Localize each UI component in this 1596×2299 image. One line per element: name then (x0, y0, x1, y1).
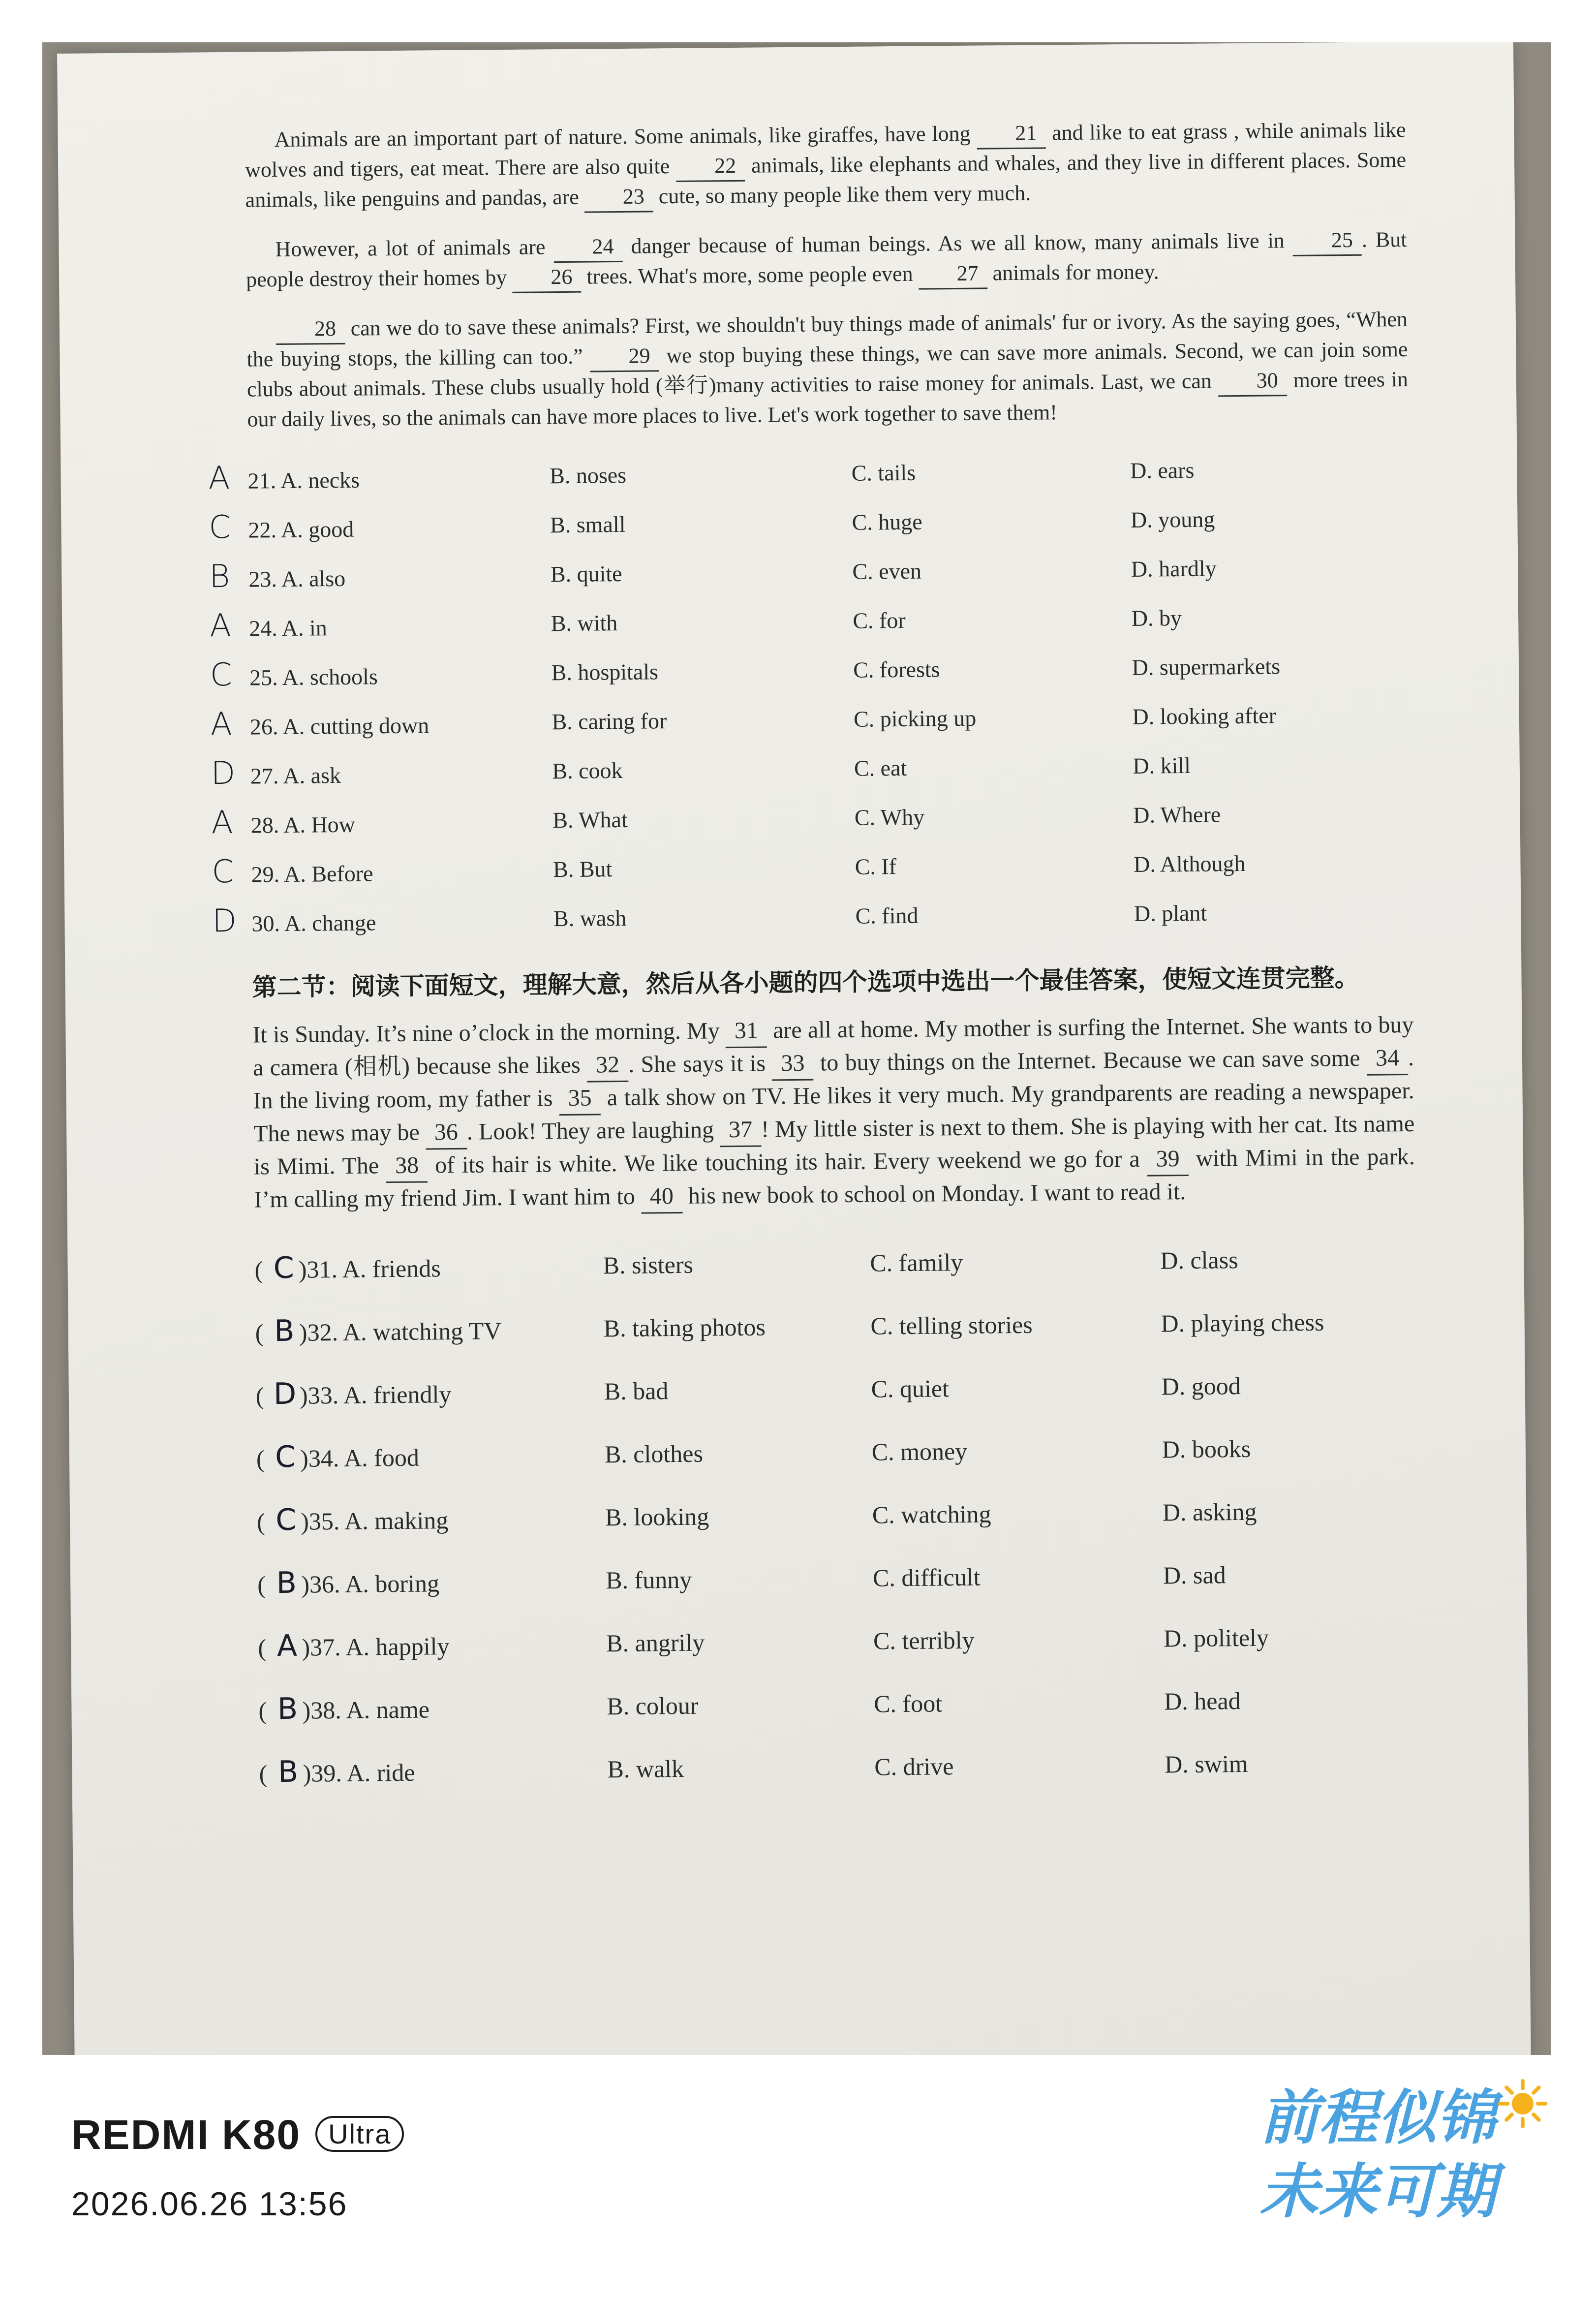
option-c (874, 1733, 1165, 1798)
answer-bracket: ( (255, 1319, 270, 1347)
passage2-paragraph: It is Sunday. It’s nine o’clock in the morning. My 31 are all at home. My mother is surfing the Internet. She wants to buy a camera (相机) because she likes 32 . She says it is 33 to buy things on the Internet. Because we can save some 34 . In the living room, my father is 35 a talk show on TV. He likes it very much. My grandparents are reading a newspaper. The news may be 36 . Look! They are laughing 37 ! My little sister is next to them. She is playing with her cat. Its name is Mimi. The 38 of its hair is white. We like touching its hair. Every weekend we go for a 39 with Mimi in the park. I’m calling my friend Jim. I want him to 40 his new book to school on Monday. I want to read it. (252, 1009, 1415, 1217)
option-text: C. Why (854, 804, 925, 830)
option-text: B. clothes (604, 1439, 704, 1468)
question-number: )32. (299, 1318, 338, 1346)
answer-bracket: ( (255, 1382, 271, 1410)
blank-27: 27 (918, 259, 987, 289)
option-c (854, 741, 1133, 793)
option-b (604, 1421, 872, 1486)
option-c (853, 593, 1132, 645)
option-c (874, 1670, 1165, 1735)
option-text: C. even (852, 558, 922, 584)
option-a (208, 451, 550, 502)
option-d (1161, 1290, 1416, 1355)
option-text: A. How (283, 811, 356, 838)
option-text: D. by (1131, 605, 1182, 631)
blank-21: 21 (977, 119, 1046, 149)
option-d (1132, 689, 1411, 741)
questions-21-30 (208, 443, 1413, 946)
handwritten-answer: D (212, 902, 237, 940)
answer-bracket: ( (258, 1634, 273, 1662)
option-text: B. bad (604, 1377, 669, 1405)
option-text: C. difficult (872, 1563, 981, 1592)
option-text: A. ride (346, 1758, 415, 1787)
blank-37: 37 (720, 1114, 762, 1148)
question-number: 29. (251, 862, 280, 887)
option-a (211, 795, 552, 847)
option-c (852, 544, 1131, 596)
option-b (604, 1358, 871, 1423)
option-text: D. ears (1130, 457, 1195, 483)
option-a (209, 500, 550, 552)
sun-icon (1496, 2077, 1550, 2131)
option-b (552, 694, 854, 746)
option-text: C. family (870, 1248, 963, 1277)
option-d (1132, 640, 1411, 692)
option-b (550, 448, 852, 500)
option-text: B. noses (549, 462, 627, 488)
question-number: 25. (249, 665, 278, 690)
question-number: 28. (250, 812, 279, 838)
option-text: C. quiet (871, 1374, 950, 1403)
question-number: )33. (299, 1381, 339, 1409)
option-text: A. watching TV (342, 1317, 502, 1346)
option-text: A. happily (345, 1632, 450, 1661)
handwritten-answer: C (209, 509, 231, 546)
question-row (258, 1668, 1420, 1741)
option-a (254, 1234, 603, 1300)
option-d (1131, 591, 1410, 643)
option-text: A. friendly (343, 1380, 452, 1409)
handwritten-answer: C (210, 656, 233, 694)
option-c (855, 889, 1134, 940)
blank-26: 26 (512, 263, 582, 293)
question-row (257, 1542, 1419, 1615)
answer-bracket: ( (256, 1445, 271, 1473)
option-text: B. What (552, 807, 628, 833)
answer-bracket: ( (257, 1571, 272, 1599)
question-row (255, 1353, 1417, 1426)
blank-31: 31 (726, 1015, 767, 1048)
option-text: C. terribly (873, 1626, 975, 1655)
option-a (210, 648, 552, 699)
option-d (1163, 1605, 1419, 1670)
option-text: C. forests (853, 656, 940, 683)
option-text: B. looking (605, 1502, 709, 1531)
question-row (256, 1416, 1417, 1489)
question-row (258, 1605, 1419, 1678)
blank-23: 23 (584, 182, 654, 213)
question-number: )35. (301, 1507, 340, 1535)
option-a (256, 1423, 605, 1489)
option-d (1131, 493, 1410, 544)
option-b (551, 645, 853, 697)
answer-bracket: ( (256, 1508, 272, 1536)
option-d (1133, 788, 1412, 839)
handwritten-answer: C (212, 853, 234, 891)
question-number: )31. (298, 1255, 338, 1283)
option-text: D. looking after (1132, 702, 1277, 729)
blank-32: 32 (587, 1049, 629, 1083)
option-text: C. If (855, 853, 897, 879)
handwritten-answer: D (211, 755, 236, 792)
passage1-paragraph-3: 28 can we do to save these animals? First, we shouldn't buy things made of animals' fur or ivory. As the saying goes, “When the buying stops, the killing can too.” 29 we stop buying these things, we can save more animals. Second, we can join some clubs about animals. These clubs usually hold (举行)many activities to raise money for animals. Last, we can 30 more trees in our daily lives, so the animals can have more places to live. Let's work together to save them! (246, 307, 1409, 432)
handwritten-answer: A (210, 706, 233, 743)
option-c (855, 839, 1134, 891)
option-text: C. find (855, 902, 919, 929)
option-text: D. swim (1165, 1749, 1248, 1778)
question-row (257, 1479, 1418, 1552)
blank-40: 40 (641, 1181, 683, 1214)
option-text: B. sisters (603, 1250, 694, 1279)
option-text: D. Where (1133, 801, 1221, 828)
option-text: B. walk (607, 1754, 684, 1783)
option-b (606, 1547, 873, 1612)
option-d (1134, 837, 1412, 889)
question-number: )36. (301, 1570, 340, 1598)
question-number: )37. (302, 1633, 341, 1661)
blank-34: 34 (1367, 1042, 1409, 1076)
option-a (258, 1675, 607, 1740)
camera-brand-watermark: REDMI K80 Ultra (71, 2111, 404, 2159)
option-text: C. telling stories (870, 1310, 1033, 1340)
option-text: B. small (550, 511, 626, 537)
option-text: D. books (1162, 1434, 1251, 1463)
option-b (603, 1232, 870, 1297)
option-c (872, 1481, 1163, 1546)
option-text: A. necks (280, 467, 360, 493)
blank-25: 25 (1293, 226, 1362, 256)
option-text: D. head (1164, 1687, 1241, 1715)
option-c (871, 1418, 1162, 1483)
option-text: A. also (281, 565, 346, 591)
option-a (255, 1297, 604, 1363)
option-b (606, 1610, 874, 1675)
option-c (852, 495, 1131, 547)
option-text: A. friends (342, 1254, 441, 1283)
slogan-sticker (1259, 2082, 1535, 2229)
blank-24: 24 (553, 232, 623, 263)
option-a (210, 697, 552, 748)
handwritten-answer: A (276, 1628, 298, 1664)
answer-bracket: ( (254, 1256, 270, 1284)
handwritten-answer: B (209, 558, 230, 595)
option-a (212, 894, 553, 945)
option-text: A. ask (283, 762, 341, 788)
handwritten-answer: B (277, 1754, 299, 1790)
question-number: 30. (251, 911, 280, 936)
blank-33: 33 (772, 1048, 814, 1081)
option-text: A. in (281, 615, 327, 641)
option-d (1160, 1227, 1416, 1292)
handwritten-answer: C (273, 1250, 295, 1286)
option-text: C. tails (851, 460, 916, 486)
option-c (851, 446, 1130, 497)
handwritten-answer: C (275, 1502, 297, 1538)
question-row (259, 1731, 1420, 1804)
option-d (1131, 542, 1410, 593)
option-c (871, 1355, 1162, 1420)
option-text: B. But (552, 856, 613, 882)
option-text: D. Although (1133, 850, 1246, 877)
handwritten-answer: B (274, 1313, 295, 1349)
blank-36: 36 (426, 1117, 467, 1150)
option-text: D. sad (1163, 1561, 1226, 1589)
option-a (258, 1612, 607, 1678)
option-text: D. asking (1162, 1497, 1257, 1526)
option-a (209, 598, 551, 650)
option-text: A. making (344, 1506, 449, 1535)
section2-title: 第二节：阅读下面短文，理解大意，然后从各小题的四个选项中选出一个最佳答案，使短文连贯完整。 (252, 963, 1359, 1002)
option-text: B. funny (605, 1565, 692, 1594)
option-text: C. drive (874, 1752, 954, 1781)
option-text: C. for (853, 607, 906, 633)
question-number: )39. (303, 1759, 342, 1787)
blank-39: 39 (1147, 1143, 1189, 1177)
passage1-paragraph-2: However, a lot of animals are 24 danger because of human beings. As we all know, many animals live in 25 . But people destroy their homes by 26 trees. What's more, some people even 27 animals for money. (246, 225, 1407, 296)
option-b (550, 497, 852, 549)
option-text: D. playing chess (1161, 1308, 1324, 1337)
option-a (257, 1549, 606, 1615)
option-c (872, 1544, 1163, 1609)
question-number: 22. (248, 517, 277, 543)
handwritten-answer: B (276, 1565, 297, 1601)
passage1-paragraph-1: Animals are an important part of nature. Some animals, like giraffes, have long 21 and like to eat grass , while animals like wolves and tigers, eat meat. There are also quite 22 animals, like elephants and whales, and they live in different places. Some animals, like penguins and pandas, are 23 cute, so many people like them very much. (245, 117, 1407, 212)
option-b (553, 842, 855, 894)
option-text: A. Before (283, 861, 373, 887)
option-text: C. eat (854, 755, 907, 781)
option-d (1162, 1416, 1417, 1481)
option-a (257, 1486, 606, 1552)
option-text: C. huge (852, 509, 922, 535)
option-text: A. change (284, 910, 376, 936)
handwritten-answer: A (211, 804, 233, 841)
question-row (251, 886, 1413, 946)
question-row (254, 1227, 1416, 1300)
question-number: )38. (302, 1696, 342, 1724)
answer-bracket: ( (258, 1697, 273, 1725)
option-text: B. hospitals (551, 658, 659, 685)
option-text: B. caring for (552, 708, 667, 734)
option-text: A. schools (282, 664, 378, 690)
handwritten-answer: C (275, 1439, 296, 1475)
option-b (552, 793, 855, 844)
option-text: D. kill (1133, 752, 1191, 778)
option-text: D. class (1160, 1246, 1238, 1274)
option-text: B. quite (550, 560, 622, 587)
option-text: A. name (346, 1695, 430, 1724)
option-b (607, 1673, 874, 1738)
question-number: 26. (249, 714, 278, 740)
option-b (603, 1295, 871, 1360)
option-text: B. colour (607, 1691, 699, 1720)
option-text: B. cook (552, 757, 623, 783)
option-text: B. with (551, 610, 618, 636)
option-c (854, 790, 1133, 842)
handwritten-answer: B (277, 1691, 298, 1727)
option-c (873, 1607, 1164, 1672)
option-text: C. picking up (853, 705, 977, 732)
option-c (870, 1229, 1161, 1294)
option-text: B. taking photos (603, 1313, 766, 1342)
option-d (1165, 1731, 1420, 1796)
option-d (1164, 1668, 1420, 1733)
option-b (550, 547, 852, 598)
questions-31-39 (254, 1227, 1420, 1804)
option-text: D. good (1161, 1372, 1241, 1400)
option-text: D. hardly (1131, 555, 1217, 582)
option-text: D. young (1130, 506, 1215, 532)
option-c (853, 643, 1132, 694)
option-text: D. plant (1134, 900, 1207, 926)
option-a (209, 549, 551, 601)
option-c (870, 1292, 1161, 1357)
option-d (1163, 1542, 1418, 1607)
photo-datetime: 2026.06.26 13:56 (71, 2185, 348, 2223)
question-number: )34. (300, 1444, 339, 1472)
handwritten-answer: A (208, 460, 230, 497)
slogan-line-1: 前程似锦 (1259, 2084, 1496, 2152)
option-c (854, 692, 1133, 744)
blank-30: 30 (1218, 366, 1287, 397)
option-text: C. money (871, 1437, 968, 1466)
option-text: A. cutting down (282, 713, 430, 739)
option-text: A. food (343, 1443, 420, 1472)
exam-paper (57, 42, 1531, 2055)
option-text: B. wash (553, 905, 627, 931)
option-text: D. politely (1163, 1623, 1269, 1652)
option-a (255, 1360, 604, 1426)
option-b (552, 744, 854, 795)
blank-35: 35 (559, 1082, 601, 1116)
option-text: C. watching (872, 1500, 991, 1529)
option-b (553, 891, 856, 943)
option-b (551, 596, 853, 648)
blank-29: 29 (590, 342, 659, 372)
question-number: 24. (249, 616, 277, 641)
option-d (1161, 1353, 1417, 1418)
model-tag: Ultra (315, 2116, 404, 2152)
question-number: 23. (248, 566, 277, 592)
photo-frame (42, 42, 1551, 2055)
handwritten-answer: A (209, 607, 232, 645)
option-b (607, 1736, 875, 1801)
slogan-line-2: 未来可期 (1259, 2158, 1496, 2226)
option-d (1134, 886, 1413, 938)
question-number: 21. (247, 468, 276, 494)
blank-28: 28 (276, 314, 345, 345)
blank-22: 22 (676, 152, 745, 182)
option-b (605, 1484, 872, 1549)
option-d (1130, 443, 1409, 495)
option-text: A. boring (345, 1569, 440, 1598)
option-a (259, 1738, 608, 1803)
answer-bracket: ( (259, 1760, 274, 1788)
option-text: C. foot (873, 1689, 943, 1718)
option-d (1162, 1479, 1418, 1544)
question-number: 27. (250, 763, 279, 789)
blank-38: 38 (386, 1150, 428, 1183)
option-text: D. supermarkets (1132, 653, 1281, 680)
handwritten-answer: D (273, 1376, 297, 1412)
option-a (211, 746, 552, 798)
paper-content (208, 116, 1420, 1823)
question-row (255, 1290, 1416, 1363)
option-d (1133, 739, 1412, 790)
option-a (212, 844, 553, 896)
option-text: A. good (280, 516, 354, 542)
option-text: B. angrily (606, 1628, 705, 1657)
